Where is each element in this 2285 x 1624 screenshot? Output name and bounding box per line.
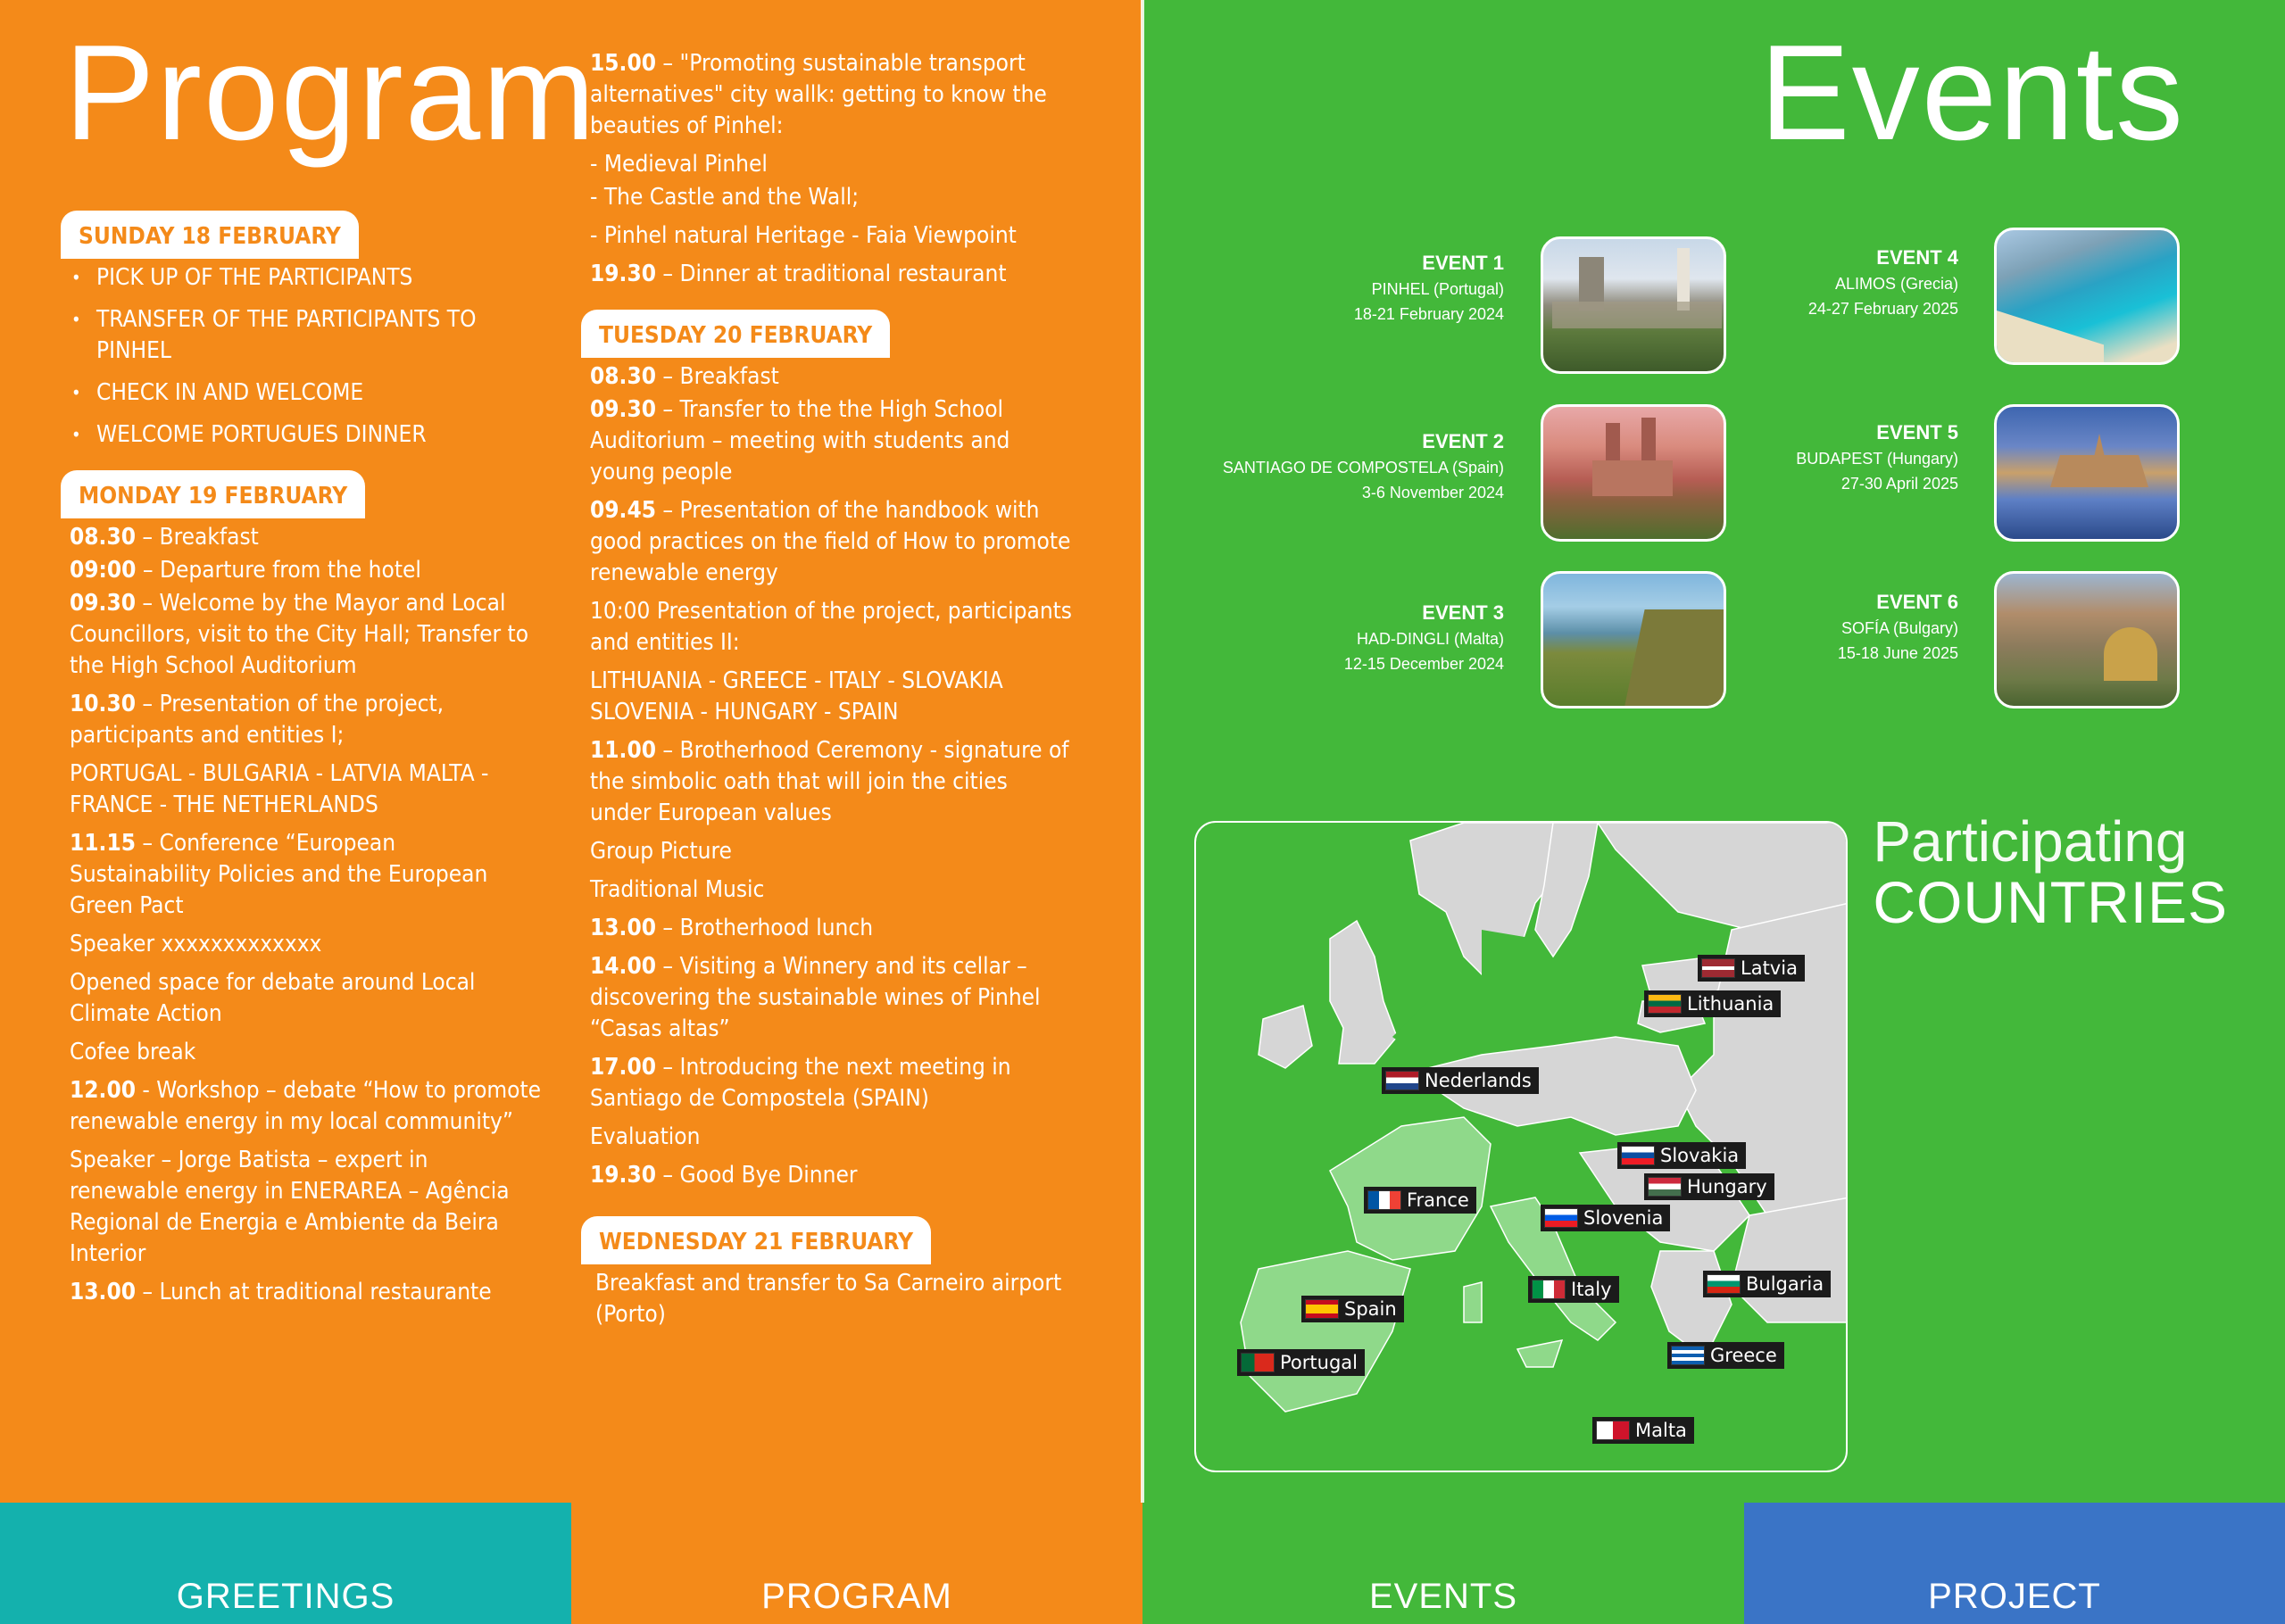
italy-flag-icon [1532, 1280, 1566, 1299]
tuesday-list [590, 361, 1072, 1191]
heading-line-2: COUNTRIES [1873, 869, 2228, 935]
events-title: Events [1759, 17, 2185, 169]
schedule-item: 09:00 – Departure from the hotel [70, 557, 421, 584]
country-label-nederlands: Nederlands [1382, 1067, 1539, 1094]
schedule-item: Breakfast and transfer to Sa Carneiro airport (Porto) [595, 1270, 1062, 1328]
country-label-slovenia: Slovenia [1541, 1205, 1670, 1231]
tab-greetings[interactable]: GREETINGS [0, 1503, 571, 1624]
schedule-item: Traditional Music [590, 876, 765, 903]
tab-program[interactable]: PROGRAM [571, 1503, 1142, 1624]
schedule-item: - Pinhel natural Heritage - Faia Viewpoint [590, 222, 1017, 249]
program-column-2 [590, 48, 1072, 1338]
map-great-britain [1330, 921, 1397, 1064]
spain-flag-icon [1305, 1299, 1339, 1319]
schedule-item: 09.30 – Transfer to the the High School Auditorium – meeting with students and young people [590, 396, 1010, 485]
day-heading-tuesday: TUESDAY 20 FEBRUARY [581, 310, 890, 358]
page-divider [1141, 0, 1144, 1508]
schedule-item: 08.30 – Breakfast [590, 363, 779, 390]
schedule-item: PORTUGAL - BULGARIA - LATVIA MALTA - FRANCE - THE NETHERLANDS [70, 760, 489, 818]
event-4-info [1566, 244, 1958, 321]
schedule-item: 09.30 – Welcome by the Mayor and Local Councillors, visit to the City Hall; Transfer to the High School Auditorium [70, 590, 529, 679]
schedule-item: - The Castle and the Wall; [590, 184, 860, 211]
tab-project[interactable]: PROJECT [1744, 1503, 2285, 1624]
day-heading-wednesday: WEDNESDAY 21 FEBRUARY [581, 1216, 931, 1264]
map-sicily [1517, 1340, 1562, 1367]
schedule-item: Group Picture [590, 838, 732, 865]
schedule-item: 12.00 - Workshop – debate “How to promote renewable energy in my local community” [70, 1077, 542, 1135]
schedule-item: Speaker xxxxxxxxxxxxx [70, 931, 322, 957]
slovakia-flag-icon [1621, 1146, 1655, 1165]
event-3-info [1111, 600, 1504, 676]
country-label-italy: Italy [1528, 1276, 1619, 1303]
event-dates: 24-27 February 2025 [1807, 300, 1958, 318]
map-baltic-sea [1482, 930, 1553, 1019]
schedule-item: 11.00 – Brotherhood Ceremony - signature of the simbolic oath that will join the cities under European values [590, 737, 1069, 826]
hungary-flag-icon [1648, 1177, 1682, 1197]
schedule-item: 15.00 – "Promoting sustainable transport alternatives" city wallk: getting to know the beauties of Pinhel: [590, 50, 1047, 139]
event-6-info [1566, 589, 1958, 666]
event-title: EVENT 3 [1422, 601, 1504, 624]
schedule-item: 10:00 Presentation of the project, participants and entities II: [590, 598, 1072, 656]
event-dates: 3-6 November 2024 [1361, 484, 1504, 501]
country-label-lithuania: Lithuania [1644, 990, 1781, 1017]
country-label-france: France [1364, 1187, 1476, 1214]
map-sardinia [1464, 1282, 1482, 1322]
schedule-item: Opened space for debate around Local Climate Action [70, 969, 476, 1027]
tab-events[interactable]: EVENTS [1142, 1503, 1744, 1624]
schedule-item: 11.15 – Conference “European Sustainability Policies and the European Green Pact [70, 830, 488, 919]
event-6-photo [1994, 571, 2180, 708]
heading-line-1: Participating [1873, 809, 2188, 874]
country-label-greece: Greece [1667, 1342, 1784, 1369]
schedule-item: Cofee break [70, 1039, 196, 1065]
list-item: • WELCOME PORTUGUES DINNER [70, 419, 543, 451]
event-title: EVENT 5 [1876, 421, 1958, 443]
country-label-malta: Malta [1592, 1417, 1694, 1444]
lithuania-flag-icon [1648, 994, 1682, 1014]
country-label-spain: Spain [1301, 1296, 1404, 1322]
day-heading-monday: MONDAY 19 FEBRUARY [61, 470, 365, 518]
schedule-item: 08.30 – Breakfast [70, 524, 259, 551]
event-5-info [1566, 419, 1958, 496]
map-north-sea [1392, 1001, 1455, 1064]
sunday-list [70, 262, 543, 451]
event-dates: 18-21 February 2024 [1353, 305, 1504, 323]
event-title: EVENT 6 [1876, 591, 1958, 613]
event-title: EVENT 4 [1876, 246, 1958, 269]
portugal-flag-icon [1241, 1353, 1275, 1372]
monday-list [70, 522, 543, 1308]
list-item: • PICK UP OF THE PARTICIPANTS [70, 262, 543, 294]
event-title: EVENT 2 [1422, 430, 1504, 452]
schedule-item: - Medieval Pinhel [590, 151, 768, 178]
list-item: • TRANSFER OF THE PARTICIPANTS TO PINHEL [70, 304, 543, 367]
event-2-info [1111, 428, 1504, 505]
event-place: HAD-DINGLI (Malta) [1356, 630, 1504, 648]
netherlands-flag-icon [1385, 1071, 1419, 1090]
event-dates: 12-15 December 2024 [1343, 655, 1504, 673]
country-label-slovakia: Slovakia [1617, 1142, 1746, 1169]
country-label-latvia: Latvia [1698, 955, 1805, 982]
event-5-photo [1994, 404, 2180, 542]
schedule-item: 19.30 – Dinner at traditional restaurant [590, 261, 1007, 287]
france-flag-icon [1367, 1190, 1401, 1210]
schedule-item: 14.00 – Visiting a Winnery and its cellar – discovering the sustainable wines of Pinhel “Casas altas” [590, 953, 1041, 1042]
participating-countries-heading [1873, 809, 2228, 935]
country-label-bulgaria: Bulgaria [1703, 1271, 1831, 1297]
event-place: SOFÍA (Bulgary) [1840, 619, 1958, 637]
event-1-info [1111, 250, 1504, 327]
schedule-item: 17.00 – Introducing the next meeting in Santiago de Compostela (SPAIN) [590, 1054, 1011, 1112]
bulgaria-flag-icon [1707, 1274, 1741, 1294]
slovenia-flag-icon [1544, 1208, 1578, 1228]
map-iberia [1241, 1251, 1410, 1412]
europe-map [1194, 821, 1848, 1472]
schedule-item: 10.30 – Presentation of the project, participants and entities I; [70, 691, 445, 749]
latvia-flag-icon [1701, 958, 1735, 978]
map-ireland [1259, 1006, 1312, 1068]
country-label-portugal: Portugal [1237, 1349, 1365, 1376]
program-column-1 [70, 198, 543, 1315]
event-place: SANTIAGO DE COMPOSTELA (Spain) [1222, 459, 1504, 476]
day-heading-sunday: SUNDAY 18 FEBRUARY [61, 211, 359, 259]
event-4-photo [1994, 228, 2180, 365]
greece-flag-icon [1671, 1346, 1705, 1365]
schedule-item: Evaluation [590, 1123, 701, 1150]
event-place: PINHEL (Portugal) [1371, 280, 1504, 298]
malta-flag-icon [1596, 1421, 1630, 1440]
schedule-item: Speaker – Jorge Batista – expert in renewable energy in ENERAREA – Agência Regional de Energia e Ambiente da Beira Interior [70, 1147, 510, 1267]
program-title: Program [64, 17, 597, 169]
map-turkey [1732, 1197, 1848, 1322]
list-item: • CHECK IN AND WELCOME [70, 377, 543, 409]
schedule-item: LITHUANIA - GREECE - ITALY - SLOVAKIA SLOVENIA - HUNGARY - SPAIN [590, 667, 1003, 725]
schedule-item: 09.45 – Presentation of the handbook with good practices on the field of How to promote renewable energy [590, 497, 1071, 586]
schedule-item: 13.00 – Brotherhood lunch [590, 915, 874, 941]
event-place: ALIMOS (Grecia) [1834, 275, 1958, 293]
event-dates: 27-30 April 2025 [1840, 475, 1958, 493]
schedule-item: 19.30 – Good Bye Dinner [590, 1162, 858, 1189]
event-dates: 15-18 June 2025 [1837, 644, 1958, 662]
event-title: EVENT 1 [1422, 252, 1504, 274]
schedule-item: 13.00 – Lunch at traditional restaurante [70, 1279, 492, 1305]
country-label-hungary: Hungary [1644, 1173, 1774, 1200]
event-place: BUDAPEST (Hungary) [1796, 450, 1958, 468]
